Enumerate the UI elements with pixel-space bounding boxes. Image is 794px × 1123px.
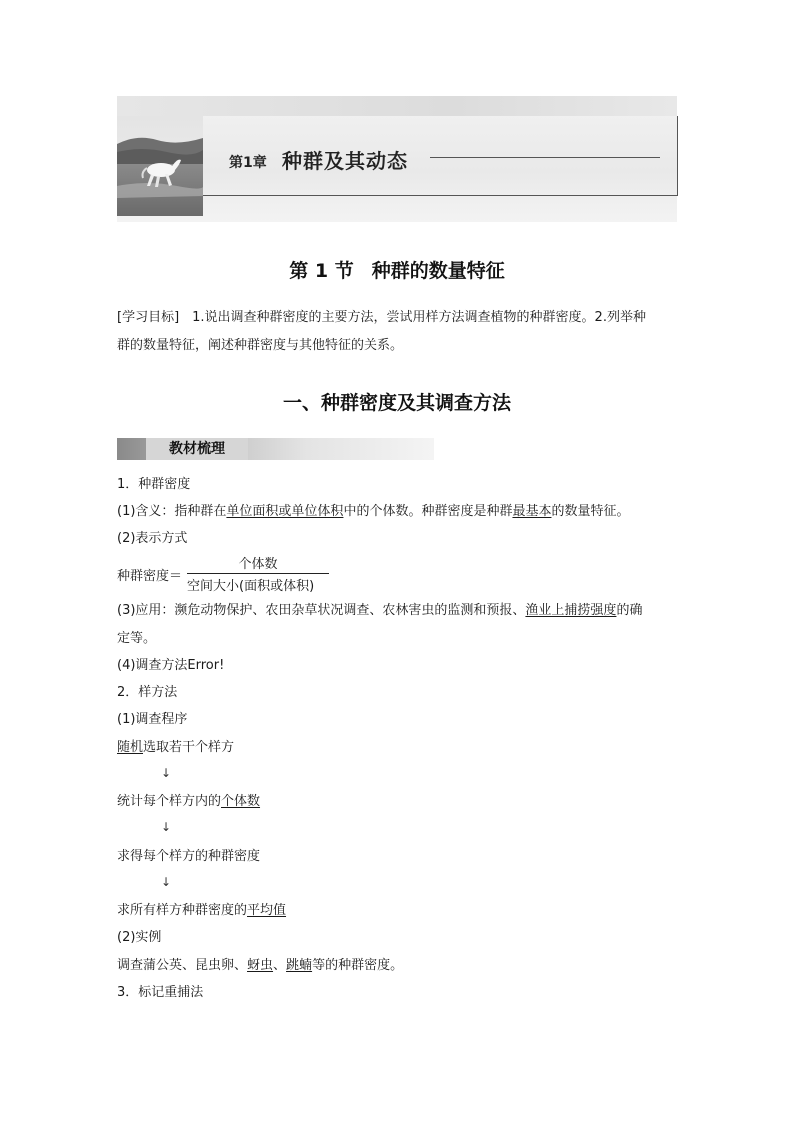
application-line-2: 定等。 bbox=[117, 631, 157, 646]
step-4-text: 求所有样方种群密度的 bbox=[117, 903, 248, 918]
horse-photo bbox=[117, 116, 203, 216]
down-arrow-icon: ↓ bbox=[161, 875, 172, 889]
example-heading: (2)实例 bbox=[117, 930, 162, 945]
step-3: 求得每个样方的种群密度 bbox=[117, 849, 261, 864]
chapter-number: 第1章 bbox=[229, 155, 267, 171]
section-title bbox=[0, 256, 794, 283]
definition-post: 的数量特征。 bbox=[551, 504, 630, 519]
definition-mid: 中的个体数。种群密度是种群 bbox=[343, 504, 513, 519]
step-2 bbox=[117, 789, 679, 815]
step-1-text: 选取若干个样方 bbox=[143, 740, 235, 755]
down-arrow-icon: ↓ bbox=[161, 766, 172, 780]
chapter-title: 种群及其动态 bbox=[282, 149, 408, 173]
application-line bbox=[117, 598, 679, 624]
step-2-underline: 个体数 bbox=[221, 794, 261, 809]
banner-top-strip bbox=[117, 96, 677, 116]
expression-heading: (2)表示方式 bbox=[117, 531, 188, 546]
definition-underline-2: 最基本 bbox=[512, 504, 552, 519]
chapter-rule bbox=[430, 157, 660, 158]
step-4-underline: 平均值 bbox=[247, 903, 287, 918]
example-pre: 调查蒲公英、昆虫卵、 bbox=[117, 958, 248, 973]
step-1-underline: 随机 bbox=[117, 740, 144, 755]
procedure-heading: (1)调查程序 bbox=[117, 712, 188, 727]
objectives-line-1: [学习目标] 1.说出调查种群密度的主要方法，尝试用样方法调查植物的种群密度。2.列举种 bbox=[117, 310, 646, 325]
application-underline: 渔业上捕捞强度 bbox=[525, 603, 617, 618]
example-line bbox=[117, 953, 679, 979]
definition-line bbox=[117, 499, 679, 525]
application-post: 的确 bbox=[616, 603, 643, 618]
formula-denominator: 空间大小(面积或体积) bbox=[187, 579, 315, 594]
example-underline-1: 蚜虫 bbox=[247, 958, 274, 973]
example-mid: 、 bbox=[273, 958, 287, 973]
fraction-bar bbox=[187, 573, 329, 574]
section-number: 第 1 节 bbox=[289, 260, 354, 282]
example-post: 等的种群密度。 bbox=[312, 958, 404, 973]
heading-quadrat-method: 2．样方法 bbox=[117, 685, 178, 700]
down-arrow-icon: ↓ bbox=[161, 820, 172, 834]
banner-frame bbox=[203, 116, 678, 196]
survey-method-line: (4)调查方法Error! bbox=[117, 658, 225, 673]
example-underline-2: 跳蝻 bbox=[286, 958, 313, 973]
step-4 bbox=[117, 898, 679, 924]
definition-underline-1: 单位面积或单位体积 bbox=[226, 504, 344, 519]
formula-left: 种群密度＝ bbox=[117, 569, 183, 584]
definition-pre: (1)含义：指种群在 bbox=[117, 504, 227, 519]
heading-mark-recapture: 3．标记重捕法 bbox=[117, 985, 204, 1000]
objectives-line-2: 群的数量特征，阐述种群密度与其他特征的关系。 bbox=[117, 338, 404, 353]
tag-label: 教材梳理 bbox=[146, 438, 248, 460]
application-pre: (3)应用：濒危动物保护、农田杂草状况调查、农林害虫的监测和预报、 bbox=[117, 603, 526, 618]
part-title: 一、种群密度及其调查方法 bbox=[282, 392, 511, 414]
formula-numerator: 个体数 bbox=[238, 557, 278, 572]
step-1 bbox=[117, 735, 679, 761]
section-name: 种群的数量特征 bbox=[371, 260, 505, 282]
heading-population-density: 1．种群密度 bbox=[117, 477, 191, 492]
step-2-text: 统计每个样方内的 bbox=[117, 794, 222, 809]
